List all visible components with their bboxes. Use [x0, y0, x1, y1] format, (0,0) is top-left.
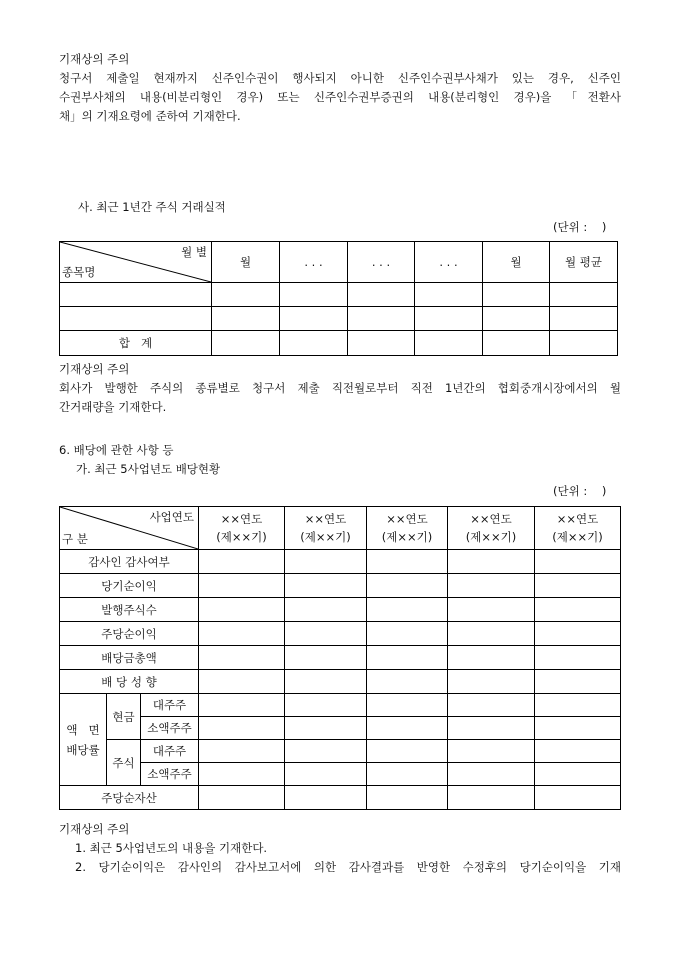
row-label-par-dividend-rate	[60, 694, 107, 786]
note2-line-2: 간거래량을 기재한다.	[59, 400, 167, 414]
dividend-row	[60, 740, 621, 763]
trade-col-header: 월	[483, 242, 550, 283]
dividend-row	[60, 763, 621, 786]
trade-total-label: 합 계	[60, 331, 212, 356]
table-cell	[448, 598, 535, 622]
table-cell	[448, 646, 535, 670]
note2-title: 기재상의 주의	[59, 362, 130, 376]
dividend-row	[60, 717, 621, 740]
term-label: (제××기)	[216, 530, 267, 544]
table-cell	[348, 331, 415, 356]
year-col-header	[199, 507, 285, 550]
table-cell	[367, 786, 448, 810]
table-cell	[199, 646, 285, 670]
trade-col-header: . . .	[280, 242, 348, 283]
table-cell	[535, 694, 621, 717]
table-cell	[199, 622, 285, 646]
dividend-section-heading: 6. 배당에 관한 사항 등	[59, 443, 174, 457]
dividend-row	[60, 550, 621, 574]
row-label-minor-holder: 소액주주	[141, 717, 199, 740]
trade-col-header: . . .	[415, 242, 483, 283]
rate-group-line-2: 배당률	[66, 742, 100, 757]
table-cell	[199, 717, 285, 740]
dividend-row	[60, 646, 621, 670]
trade-table	[59, 241, 618, 356]
term-label: (제××기)	[300, 530, 351, 544]
dividend-subheading: 가. 최근 5사업년도 배당현황	[76, 462, 221, 476]
row-label-audit: 감사인 감사여부	[60, 550, 199, 574]
trade-unit-label: (단위 : )	[553, 220, 607, 234]
table-cell	[448, 740, 535, 763]
table-cell	[483, 331, 550, 356]
note1-line-1: 청구서 제출일 현재까지 신주인수권이 행사되지 아니한 신주인수권부사채가 있는 경우, 신주인	[59, 71, 621, 85]
table-cell	[348, 283, 415, 307]
table-cell	[448, 694, 535, 717]
table-cell	[212, 283, 280, 307]
dividend-header-category: 구 분	[62, 532, 88, 546]
trade-col-header: 월	[212, 242, 280, 283]
table-cell	[199, 574, 285, 598]
table-cell	[285, 670, 367, 694]
trade-col-header: . . .	[348, 242, 415, 283]
note1-line-2: 수권부사채의 내용(비분리형인 경우) 또는 신주인수권부증권의 내용(분리형인 경우)을 「전환사	[59, 90, 621, 104]
dividend-row	[60, 694, 621, 717]
term-label: (제××기)	[552, 530, 603, 544]
table-cell	[448, 763, 535, 786]
table-cell	[348, 307, 415, 331]
year-label: ××연도	[556, 512, 599, 526]
table-cell	[367, 646, 448, 670]
trade-header-month: 월 별	[181, 245, 207, 259]
table-cell	[367, 670, 448, 694]
table-cell	[280, 283, 348, 307]
table-cell	[285, 646, 367, 670]
table-cell	[448, 574, 535, 598]
table-cell	[448, 622, 535, 646]
table-cell	[415, 331, 483, 356]
table-cell	[535, 550, 621, 574]
table-cell	[199, 598, 285, 622]
year-label: ××연도	[220, 512, 263, 526]
dividend-row	[60, 598, 621, 622]
table-cell	[535, 574, 621, 598]
term-label: (제××기)	[465, 530, 517, 544]
table-cell	[285, 694, 367, 717]
table-cell	[535, 622, 621, 646]
table-cell	[199, 786, 285, 810]
note1-line-3: 채」의 기재요령에 준하여 기재한다.	[59, 109, 241, 123]
row-label-net-income: 당기순이익	[60, 574, 199, 598]
year-label: ××연도	[386, 512, 428, 526]
dividend-row	[60, 670, 621, 694]
note2-line-1: 회사가 발행한 주식의 종류별로 청구서 제출 직전월로부터 직전 1년간의 협회중개시장에서의 월	[59, 381, 621, 395]
rate-group-line-1: 액 면	[66, 722, 100, 737]
table-cell	[535, 786, 621, 810]
table-cell	[367, 740, 448, 763]
table-cell	[535, 740, 621, 763]
table-cell	[550, 331, 618, 356]
table-cell	[535, 646, 621, 670]
table-cell	[280, 307, 348, 331]
year-col-header	[285, 507, 367, 550]
table-cell	[285, 786, 367, 810]
table-cell	[212, 331, 280, 356]
row-label-shares-issued: 발행주식수	[60, 598, 199, 622]
trade-header-stock-name: 종목명	[62, 265, 96, 279]
table-cell	[199, 694, 285, 717]
table-cell	[550, 307, 618, 331]
table-cell	[199, 670, 285, 694]
dividend-row	[60, 786, 621, 810]
trade-total-row	[60, 331, 618, 356]
table-cell	[199, 550, 285, 574]
table-cell	[199, 740, 285, 763]
table-cell	[367, 622, 448, 646]
table-cell	[448, 550, 535, 574]
table-cell	[550, 283, 618, 307]
table-cell	[415, 307, 483, 331]
table-cell	[285, 574, 367, 598]
table-cell	[285, 717, 367, 740]
trade-row	[60, 307, 618, 331]
note1-title: 기재상의 주의	[59, 52, 130, 66]
row-label-bps: 주당순자산	[60, 786, 199, 810]
row-label-payout-ratio: 배 당 성 향	[60, 670, 199, 694]
table-cell	[280, 331, 348, 356]
table-cell	[448, 670, 535, 694]
table-cell	[483, 307, 550, 331]
note3-title: 기재상의 주의	[59, 822, 130, 836]
row-label-total-dividend: 배당금총액	[60, 646, 199, 670]
note3-item-2: 2. 당기순이익은 감사인의 감사보고서에 의한 감사결과를 반영한 수정후의 당기순이익을 기재	[75, 860, 621, 874]
table-cell	[60, 283, 212, 307]
table-cell	[199, 763, 285, 786]
trade-section-heading: 사. 최근 1년간 주식 거래실적	[78, 200, 226, 214]
note3-item-1: 1. 최근 5사업년도의 내용을 기재한다.	[75, 841, 268, 855]
term-label: (제××기)	[381, 530, 433, 544]
table-cell	[212, 307, 280, 331]
row-label-eps: 주당순이익	[60, 622, 199, 646]
table-cell	[285, 598, 367, 622]
table-cell	[285, 763, 367, 786]
dividend-row	[60, 622, 621, 646]
row-label-major-holder: 대주주	[141, 694, 199, 717]
table-cell	[535, 717, 621, 740]
dividend-row	[60, 574, 621, 598]
year-col-header	[535, 507, 621, 550]
table-cell	[483, 283, 550, 307]
table-cell	[448, 786, 535, 810]
dividend-header-diagonal-cell	[60, 507, 199, 550]
year-label: ××연도	[304, 512, 347, 526]
table-cell	[285, 740, 367, 763]
table-cell	[367, 598, 448, 622]
year-label: ××연도	[470, 512, 512, 526]
table-cell	[535, 670, 621, 694]
table-cell	[367, 717, 448, 740]
row-label-stock: 주식	[107, 740, 141, 786]
table-cell	[367, 574, 448, 598]
table-cell	[367, 694, 448, 717]
trade-header-diagonal-cell	[60, 242, 212, 283]
dividend-unit-label: (단위 : )	[553, 484, 607, 498]
table-cell	[535, 763, 621, 786]
dividend-header-fiscal-year: 사업연도	[149, 510, 195, 524]
row-label-major-holder: 대주주	[141, 740, 199, 763]
table-cell	[285, 622, 367, 646]
table-cell	[415, 283, 483, 307]
table-cell	[367, 550, 448, 574]
trade-row	[60, 283, 618, 307]
year-col-header	[448, 507, 535, 550]
year-col-header	[367, 507, 448, 550]
table-cell	[367, 763, 448, 786]
table-cell	[60, 307, 212, 331]
row-label-cash: 현금	[107, 694, 141, 740]
row-label-minor-holder: 소액주주	[141, 763, 199, 786]
table-cell	[535, 598, 621, 622]
table-cell	[285, 550, 367, 574]
dividend-table	[59, 506, 621, 810]
trade-col-header: 월 평균	[550, 242, 618, 283]
table-cell	[448, 717, 535, 740]
